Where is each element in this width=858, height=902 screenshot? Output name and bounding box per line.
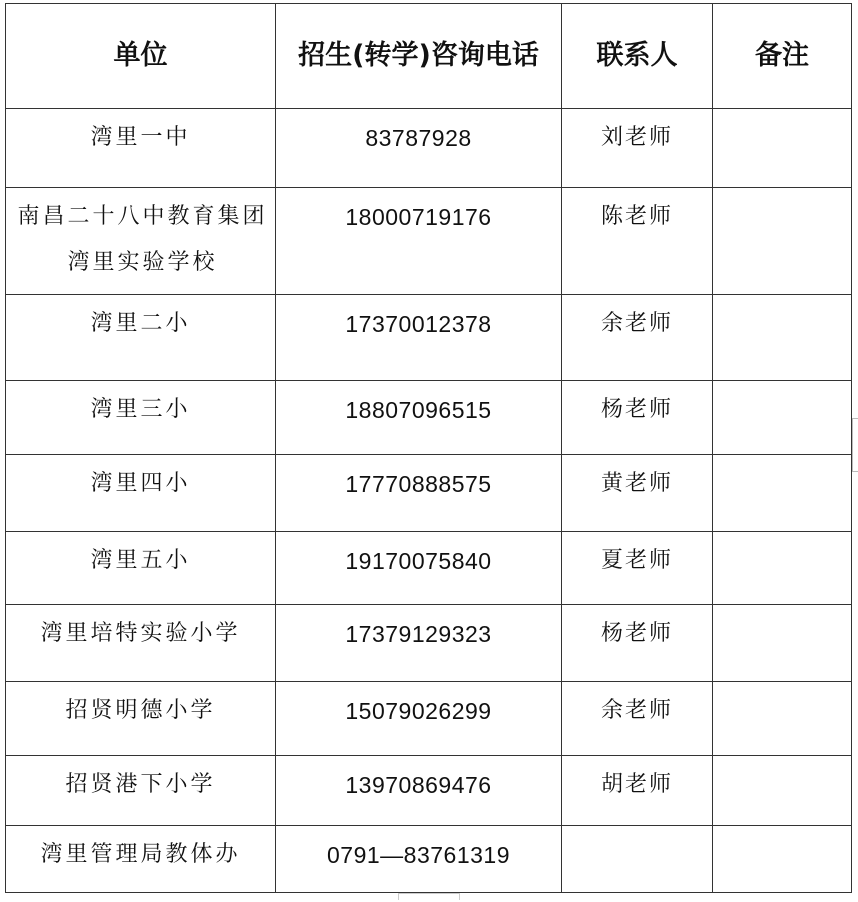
cell-phone: 13970869476: [276, 756, 562, 826]
table-row: [6, 682, 852, 756]
cell-phone: 0791—83761319: [276, 826, 562, 893]
cell-unit: 湾里五小: [6, 532, 276, 605]
enrollment-contact-table: [5, 3, 852, 893]
cell-unit: 湾里培特实验小学: [6, 605, 276, 682]
header-phone: 招生(转学)咨询电话: [276, 4, 562, 109]
adjacent-page-edge: [852, 418, 858, 472]
table-row: [6, 295, 852, 381]
cell-note: [713, 381, 852, 455]
table-row: [6, 381, 852, 455]
cell-unit: 招贤港下小学: [6, 756, 276, 826]
cell-unit: 招贤明德小学: [6, 682, 276, 756]
header-contact: 联系人: [562, 4, 713, 109]
cell-note: [713, 532, 852, 605]
table-row: [6, 455, 852, 532]
cell-phone: 15079026299: [276, 682, 562, 756]
cell-note: [713, 109, 852, 188]
cell-contact: 陈老师: [562, 188, 713, 295]
header-unit: 单位: [6, 4, 276, 109]
cell-phone: 17770888575: [276, 455, 562, 532]
cell-note: [713, 455, 852, 532]
table-row: [6, 188, 852, 295]
contact-table-container: [5, 3, 852, 893]
cell-note: [713, 756, 852, 826]
table-row: [6, 532, 852, 605]
cell-phone: 17379129323: [276, 605, 562, 682]
cell-contact: 夏老师: [562, 532, 713, 605]
cell-phone: 18807096515: [276, 381, 562, 455]
cell-contact: [562, 826, 713, 893]
cell-contact: 余老师: [562, 682, 713, 756]
header-row: [6, 4, 852, 109]
cell-contact: 黄老师: [562, 455, 713, 532]
cell-note: [713, 605, 852, 682]
cell-unit: 南昌二十八中教育集团湾里实验学校: [6, 188, 276, 295]
cell-phone: 19170075840: [276, 532, 562, 605]
cell-contact: 刘老师: [562, 109, 713, 188]
cell-unit: 湾里四小: [6, 455, 276, 532]
cell-phone: 83787928: [276, 109, 562, 188]
cell-phone: 17370012378: [276, 295, 562, 381]
cell-note: [713, 188, 852, 295]
bottom-edge-mark: [398, 893, 460, 900]
cell-unit: 湾里管理局教体办: [6, 826, 276, 893]
cell-contact: 杨老师: [562, 605, 713, 682]
cell-unit: 湾里二小: [6, 295, 276, 381]
cell-unit: 湾里一中: [6, 109, 276, 188]
cell-contact: 胡老师: [562, 756, 713, 826]
cell-unit: 湾里三小: [6, 381, 276, 455]
cell-note: [713, 682, 852, 756]
cell-contact: 杨老师: [562, 381, 713, 455]
cell-phone: 18000719176: [276, 188, 562, 295]
cell-note: [713, 295, 852, 381]
table-row: [6, 605, 852, 682]
header-note: 备注: [713, 4, 852, 109]
cell-note: [713, 826, 852, 893]
cell-contact: 余老师: [562, 295, 713, 381]
table-row: [6, 756, 852, 826]
table-row: [6, 826, 852, 893]
table-row: [6, 109, 852, 188]
